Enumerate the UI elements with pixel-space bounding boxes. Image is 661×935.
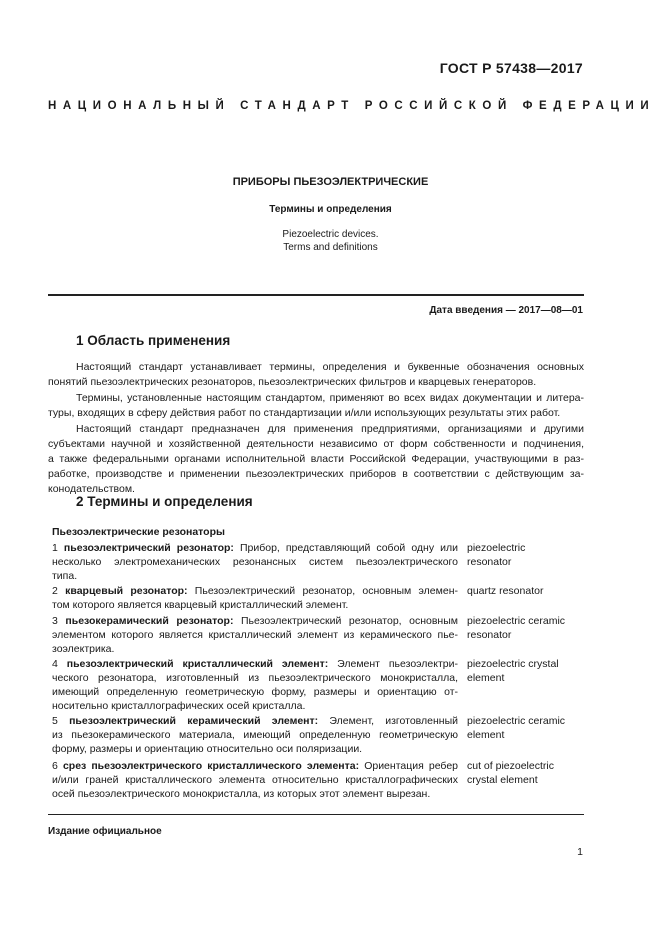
text-line — [52, 714, 458, 728]
text-line: конодательством. — [48, 483, 135, 495]
term-entry — [52, 584, 458, 612]
term-entry — [52, 714, 458, 756]
text-line: ческого резонатора, изготовленный из пьезоэлектрического монокристалла, — [52, 672, 458, 684]
text-line: element — [467, 672, 505, 684]
english-equivalent — [467, 584, 587, 598]
term-name: пьезоэлектрический кристаллический элемент: — [66, 658, 329, 670]
text-line: форму, размеры и ориентацию относительно оси поляризации. — [52, 743, 363, 755]
text-line: Настоящий стандарт предназначен для применения предприятиями, организациями и другими — [76, 423, 584, 435]
text-line: понятий пьезоэлектрических резонаторов, пьезоэлектрических фильтров и кварцевых генераторов. — [48, 376, 537, 388]
term-definition: Элемент, изготовленный — [318, 715, 458, 727]
effective-date: Дата введения — 2017—08—01 — [429, 305, 583, 316]
term-group-heading: Пьезоэлектрические резонаторы — [52, 526, 225, 538]
text-line: Настоящий стандарт устанавливает термины, определения и буквенные обозначения основных — [76, 361, 584, 373]
text-line: resonator — [467, 629, 512, 641]
text-line: осей пьезоэлектрического монокристалла, из которых этот элемент вырезан. — [52, 788, 431, 800]
text-line — [52, 759, 458, 773]
text-line: resonator — [467, 556, 512, 568]
text-line: из пьезокерамического материала, имеющий определенную геометрическую — [52, 729, 458, 741]
term-number: 2 — [52, 585, 58, 597]
page-number: 1 — [577, 846, 583, 858]
section-heading: 1 Область применения — [76, 333, 231, 348]
paragraph — [48, 391, 584, 421]
text-line: crystal element — [467, 774, 538, 786]
term-name: срез пьезоэлектрического кристаллического элемента: — [62, 760, 360, 772]
text-line: Термины, установленные настоящим стандартом, применяют во всех видах документации и литера- — [76, 392, 584, 404]
document-subtitle: Термины и определения — [269, 204, 392, 215]
term-definition: Прибор, представляющий собой одну или — [233, 542, 458, 554]
document-title: ПРИБОРЫ ПЬЕЗОЭЛЕКТРИЧЕСКИЕ — [232, 176, 429, 188]
official-edition-label: Издание официальное — [48, 826, 162, 837]
english-title-line: Terms and definitions — [283, 242, 378, 253]
text-line: несколько электромеханических резонансных систем пьезоэлектрического — [52, 556, 458, 568]
paragraph — [48, 360, 584, 390]
term-number: 3 — [52, 615, 58, 627]
paragraph — [48, 422, 584, 497]
english-equivalent — [467, 759, 587, 787]
text-line: работке, производстве и применении пьезоэлектрических приборов в соответствии с действующим за- — [48, 468, 584, 480]
english-title-line: Piezoelectric devices. — [282, 229, 379, 240]
term-entry — [52, 541, 458, 583]
term-number: 6 — [52, 760, 58, 772]
text-line: типа. — [52, 570, 78, 582]
text-line: piezoelectric crystal — [467, 658, 559, 670]
text-line: и/или граней кристаллического элемента относительно кристаллографических — [52, 774, 458, 786]
top-divider — [48, 294, 584, 296]
bottom-divider — [48, 814, 584, 815]
term-definition: Ориентация ребер — [359, 760, 459, 772]
term-number: 1 — [52, 542, 58, 554]
term-entry — [52, 657, 458, 713]
english-equivalent — [467, 657, 587, 685]
text-line: cut of piezoelectric — [467, 760, 554, 772]
text-line: элементом которого является кристаллический элемент из керамического пье- — [52, 629, 458, 641]
term-name: пьезокерамический резонатор: — [65, 615, 234, 627]
text-line — [52, 614, 458, 628]
text-line: element — [467, 729, 505, 741]
term-entry — [52, 614, 458, 656]
text-line: субъектами научной и хозяйственной деятельности независимо от форм собственности и подчинения, — [48, 438, 584, 450]
english-equivalent — [467, 714, 587, 742]
section-heading: 2 Термины и определения — [76, 494, 253, 509]
text-line: носительно кристаллографических осей кристалла. — [52, 700, 306, 712]
text-line: piezoelectric ceramic — [467, 615, 566, 627]
text-line: а также федеральными органами исполнительной власти Российской Федерации, участвующими в раз- — [48, 453, 584, 465]
text-line: зоэлектрика. — [52, 643, 115, 655]
term-name: кварцевый резонатор: — [65, 585, 188, 597]
english-equivalent — [467, 541, 587, 569]
text-line — [52, 541, 458, 555]
term-definition: Пьезоэлектрический резонатор, основным элемен- — [187, 585, 458, 597]
term-number: 5 — [52, 715, 58, 727]
national-standard-banner: НАЦИОНАЛЬНЫЙ СТАНДАРТ РОССИЙСКОЙ ФЕДЕРАЦИИ — [48, 100, 656, 112]
term-definition: Элемент пьезоэлектри- — [328, 658, 458, 670]
term-name: пьезоэлектрический керамический элемент: — [69, 715, 319, 727]
term-entry — [52, 759, 458, 801]
term-number: 4 — [52, 658, 58, 670]
text-line: piezoelectric ceramic — [467, 715, 566, 727]
term-definition: Пьезоэлектрический резонатор, основным — [233, 615, 458, 627]
term-name: пьезоэлектрический резонатор: — [63, 542, 234, 554]
text-line: том которого является кварцевый кристаллический элемент. — [52, 599, 349, 611]
text-line: piezoelectric — [467, 542, 526, 554]
text-line — [52, 584, 458, 598]
english-equivalent — [467, 614, 587, 642]
text-line: quartz resonator — [467, 585, 544, 597]
english-title — [0, 228, 661, 254]
text-line: имеющий определенную геометрическую форму, размеры и ориентацию от- — [52, 686, 458, 698]
standard-number: ГОСТ Р 57438—2017 — [439, 60, 583, 76]
text-line — [52, 657, 458, 671]
text-line: туры, входящих в сферу действия работ по стандартизации и/или использующих результаты этих работ. — [48, 407, 561, 419]
